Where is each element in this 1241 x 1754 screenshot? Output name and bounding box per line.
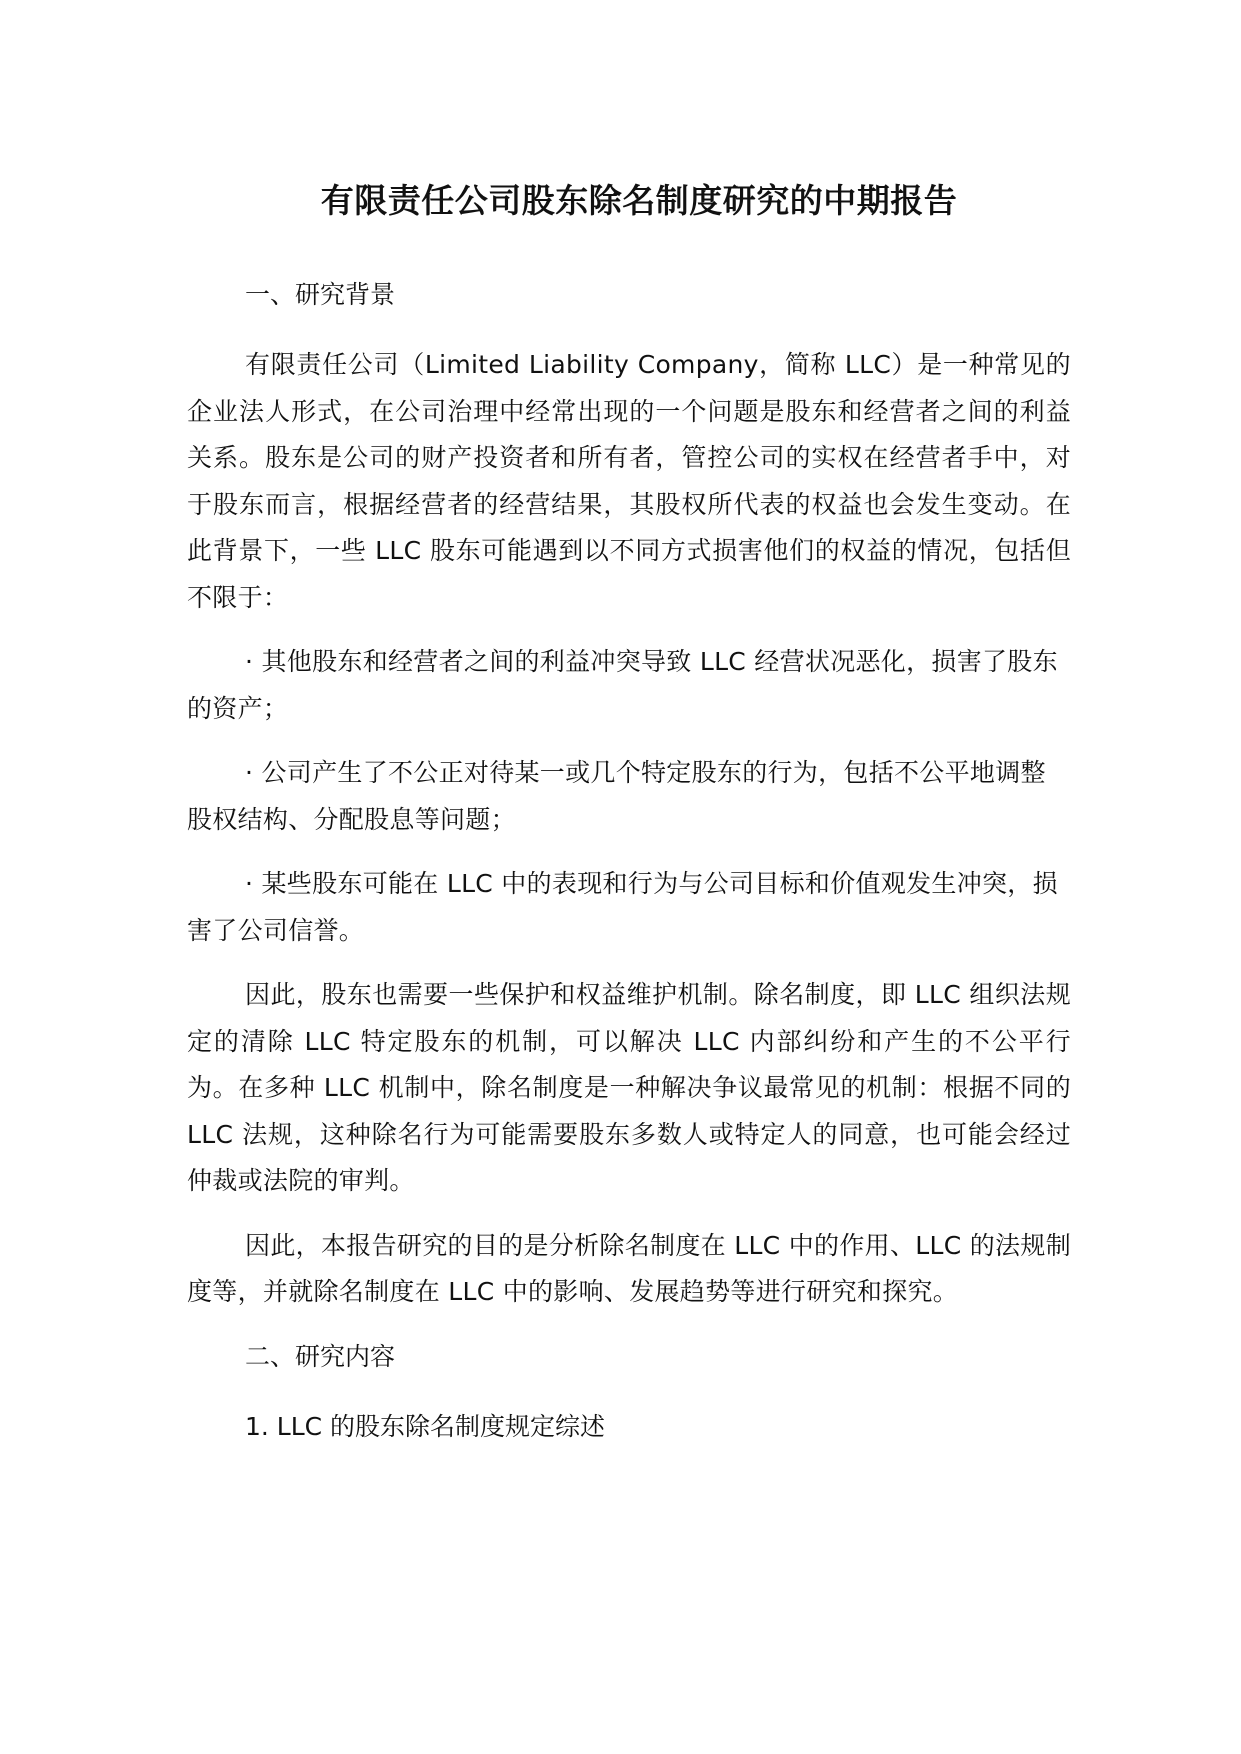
section-heading-background: 一、研究背景 (245, 280, 396, 309)
subsection-heading-overview: 1. LLC 的股东除名制度规定综述 (245, 1411, 606, 1441)
bullet-item-unfair-treatment: · 公司产生了不公正对待某一或几个特定股东的行为，包括不公平地调整股权结构、分配股息等问题； (187, 758, 1046, 834)
paragraph-removal-mechanism: 因此，股东也需要一些保护和权益维护机制。除名制度，即 LLC 组织法规定的清除 LLC 特定股东的机制，可以解决 LLC 内部纠纷和产生的不公平行为。在多种 LLC 机制中，除名制度是一种解决争议最常见的机制：根据不同的 LLC 法规，这种除名行为可能需要股东多数人或特定人的同意，也可能会经过仲裁或法院的审判。 (187, 980, 1071, 1195)
bullet-item-reputation: · 某些股东可能在 LLC 中的表现和行为与公司目标和价值观发生冲突，损害了公司信誉。 (187, 869, 1058, 945)
bullet-item-conflict: · 其他股东和经营者之间的利益冲突导致 LLC 经营状况恶化，损害了股东的资产； (187, 647, 1058, 723)
paragraph-research-purpose: 因此，本报告研究的目的是分析除名制度在 LLC 中的作用、LLC 的法规制度等，并就除名制度在 LLC 中的影响、发展趋势等进行研究和探究。 (187, 1230, 1071, 1306)
paragraph-background: 有限责任公司（Limited Liability Company，简称 LLC）是一种常见的企业法人形式，在公司治理中经常出现的一个问题是股东和经营者之间的利益关系。股东是公司的财产投资者和所有者，管控公司的实权在经营者手中，对于股东而言，根据经营者的经营结果，其股权所代表的权益也会发生变动。在此背景下，一些 LLC 股东可能遇到以不同方式损害他们的权益的情况，包括但不限于： (187, 350, 1071, 612)
section-heading-content: 二、研究内容 (245, 1341, 396, 1371)
document-title: 有限责任公司股东除名制度研究的中期报告 (320, 181, 958, 220)
